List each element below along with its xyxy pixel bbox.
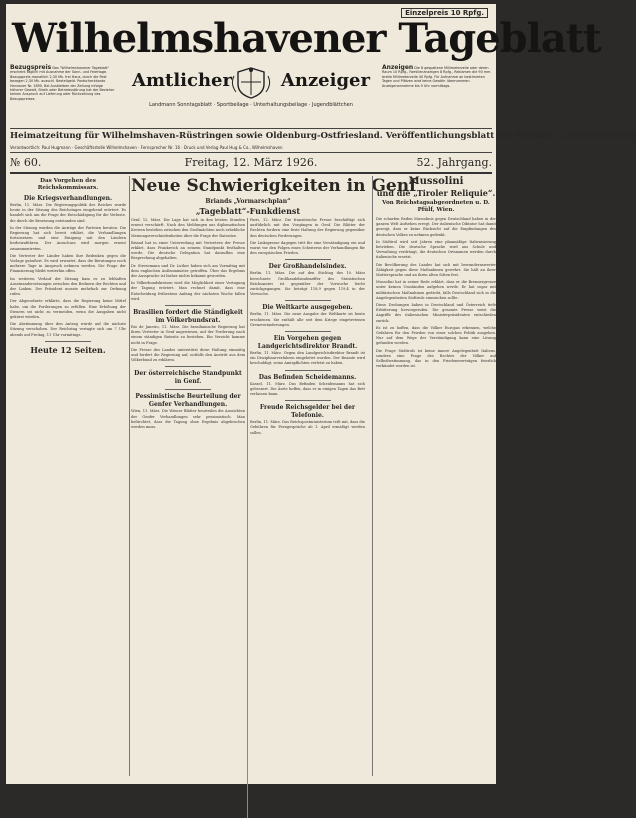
divider [165, 389, 211, 390]
main-kicker: Briands „Vormarschplan“ [205, 198, 291, 205]
paragraph: Die scharfen Reden Mussolinis gegen Deutschland haben in der ganzen Welt Aufsehen erregt. Der italienische Diktator hat damit gezeigt, dass er keine Rücksicht auf die Empfindungen des deutschen Volkes zu nehmen gedenkt. [376, 217, 496, 237]
main-subcolumn-b [250, 218, 365, 818]
subscription-notice-text: Das "Wilhelmshavener Tageblatt" erscheint täglich mit Ausnahme der Sonn- und Feiertage. Bezugspreis monatlich 2,30 Mk. frei Haus, durch die Post bezogen 2,30 Mk. ausschl. Bestellgeld. Postscheckkonto Hannover Nr. 1890. Bei Ausbleiben der Zeitung infolge höherer Gewalt, Streik oder Betriebsstörung hat der Bezieher keinen Anspruch auf Lieferung oder Rückzahlung des Bezugspreises. [10, 66, 115, 101]
article-heading: Brasilien fordert die Ständigkeit im Völkerbundsrat. [133, 309, 243, 325]
paragraph: Die Presse des Landes unterstützt diese Haltung einmütig und fordert die Regierung auf, notfalls den Austritt aus dem Völkerbund zu erklären. [131, 347, 245, 363]
paragraph: Berlin, 11. März. Das Reichspostministerium teilt mit, dass die Gebühren für Ferngespräche ab 1. April ermäßigt werden sollen. [250, 420, 365, 435]
paragraph: Rio de Janeiro, 11. März. Die brasilianische Regierung hat ihren Vertreter in Genf angewiesen, auf der Forderung nach einem ständigen Ratssitz zu bestehen. Ein Verzicht komme nicht in Frage. [131, 325, 245, 345]
headline-strip: Heimatzeitung für Wilhelmshaven-Rüstringen sowie Oldenburg-Ostfriesland. Veröffentlichungsblatt der Marine- u. Zivilbehörden [10, 128, 492, 143]
advertising-notice-text: Die 8 gespaltene Millimeterzeile oder deren Raum 10 Rpfg., Familienanzeigen 8 Rpfg., Reklamen die 90 mm breite Millimeterzeile 40 Rpfg. Für Aufnahme an bestimmten Tagen und Plätzen wird keine Gewähr übernommen. Anzeigenannahme bis 9 Uhr vormittags. [382, 66, 491, 88]
divider [45, 341, 91, 342]
paragraph: Wien, 11. März. Die Wiener Blätter beurteilen die Aussichten der Genfer Verhandlungen sehr pessimistisch. Man befürchtet, dass die Tagung ohne Ergebnis abgebrochen werden muss. [131, 409, 245, 430]
subscription-notice-title: Bezugspreis [10, 64, 52, 71]
article-heading: Pessimistische Beurteilung der Genfer Verhandlungen. [135, 393, 241, 409]
paragraph: Paris, 12. März. Die französische Presse beschäftigt sich ausführlich mit den Vorgängen in Genf. Die Blätter der Rechten fordern eine feste Haltung der Regierung gegenüber den deutschen Forderungen. [250, 218, 365, 238]
advertising-notice-title: Anzeigen [382, 64, 414, 71]
paragraph: Die Vertreter der Länder haben ihre Bedenken gegen die Vorlage geäußert. Es wird erwartet, dass die Beratungen noch mehrere Tage in Anspruch nehmen werden. Die Frage der Finanzierung bleibt weiterhin offen. [10, 253, 126, 274]
paragraph: Der Abgeordnete erklärte, dass die Regierung keine Mittel habe, um die Forderungen zu erfüllen. Eine Erhöhung der Steuern sei nicht zu vermeiden, wenn die Ausgaben nicht gekürzt würden. [10, 299, 126, 320]
divider [165, 305, 211, 306]
paragraph: Berlin, 11. März. Die neue Ausgabe der Weltkarte ist heute erschienen. Sie enthält alle seit dem Kriege eingetretenen Grenzveränderungen. [250, 312, 365, 327]
main-subcolumns [131, 218, 365, 776]
divider [285, 370, 331, 371]
paragraph: Im weiteren Verlauf der Sitzung kam es zu lebhaften Auseinandersetzungen zwischen den Rednern der Rechten und der Linken. Der Präsident musste mehrfach zur Ordnung rufen. [10, 276, 126, 297]
issue-date: Freitag, 12. März 1926. [184, 156, 318, 169]
article-heading: Der österreichische Standpunkt in Genf. [134, 370, 242, 386]
divider [285, 259, 331, 260]
masthead-center [120, 66, 382, 124]
paragraph: Mussolini hat in seiner Rede erklärt, dass er die Brennergrenze unter keinen Umständen aufgeben werde. Er hat sogar mit militärischen Maßnahmen gedroht, falls Deutschland sich in die Angelegenheiten Südtirols einmischen sollte. [376, 280, 496, 300]
paragraph: Die Abstimmung über den Antrag wurde auf die nächste Sitzung verschoben. Der Reichstag vertagte sich um 7 Uhr abends auf Freitag, 11 Uhr vormittags. [10, 322, 126, 337]
paragraph: Berlin, 11. März. Die auf den Stichtag des 10. März berechnete Großhandelsindexziffer des Statistischen Reichsamtes ist gegenüber der Vorwoche leicht zurückgegangen. Sie beträgt 118,9 gegen 119,4 in der Vorwoche. [250, 271, 365, 297]
newspaper-page [6, 4, 636, 784]
masthead-subrow [10, 66, 492, 126]
page-count-note: Heute 12 Seiten. [30, 344, 106, 355]
paragraph: In Völkerbundskreisen wird die Möglichkeit einer Vertagung der Tagung erörtert. Man rechnet damit, dass eine Entscheidung frühestens Anfang der nächsten Woche fallen wird. [131, 281, 245, 301]
dateline [10, 154, 492, 174]
paragraph: Berlin, 11. März. Gegen den Landgerichtsdirektor Brandt ist ein Disziplinarverfahren eingeleitet worden. Der Beamte wird beschuldigt, seine Amtspflichten verletzt zu haben. [250, 351, 365, 366]
paragraph: Berlin, 11. März. Die Regierungspolitik des Reiches wurde heute in der Sitzung des Reichstages eingehend erörtert. Es handelt sich um die Frage der Entschädigung für die Verluste, die durch die Besetzung entstanden sind. [10, 203, 126, 223]
paragraph: Die Bevölkerung des Landes hat sich mit bewundernswerter Zähigkeit gegen diese Maßnahmen gewehrt. Sie hält an ihrer Muttersprache und an ihren alten Sitten fest. [376, 262, 496, 278]
column-right [372, 176, 496, 776]
divider [165, 366, 211, 367]
paragraph: Genf, 12. März. Die Lage hat sich in den letzten Stunden erneut verschärft. Nach den Meldungen aus diplomatischen Kreisen bestehen zwischen den Großmächten noch erhebliche Meinungsverschiedenheiten über die Frage der Ratssitze. [131, 218, 245, 238]
subscription-notice [10, 66, 115, 124]
right-headline: Mussolini [408, 176, 464, 187]
supplements-line: Landmann Sonntagsblatt · Sportbeilage · Unterhaltungsbeilage · Jugendblättchen [149, 102, 353, 108]
article-heading: Ein Vorgehen gegen Landgerichtsdirektor Brandt. [257, 335, 358, 351]
paragraph: In Südtirol wird seit Jahren eine planmäßige Italienisierung betrieben. Die deutsche Sprache wird aus Schule und Verwaltung verdrängt, die deutschen Ortsnamen werden durch italienische ersetzt. [376, 239, 496, 260]
column-left-heading: Das Vorgehen des Reichskommissars. [37, 178, 99, 191]
paragraph: Die Frage Südtirols ist keine innere Angelegenheit Italiens, sondern eine Frage des Rechtes der Völker auf Selbstbestimmung, das in den Friedensverträgen feierlich verkündet worden ist. [376, 348, 496, 369]
masthead-title: Wilhelmshavener Tageblatt [12, 15, 601, 62]
paragraph: Kassel, 11. März. Das Befinden Scheidemanns hat sich gebessert. Die Ärzte hoffen, dass er in einigen Tagen das Bett verlassen kann. [250, 381, 365, 397]
divider [285, 331, 331, 332]
article-heading: Das Befinden Scheidemanns. [258, 373, 357, 381]
main-subhead: „Tageblatt“-Funkdienst [195, 206, 301, 216]
issue-number: № 60. [10, 156, 42, 169]
paragraph: Diese Drohungen haben in Deutschland und Österreich tiefe Erbitterung hervorgerufen. Die gesamte Presse weist die Angriffe des italienischen Ministerpräsidenten entschieden zurück. [376, 303, 496, 323]
article-heading: Die Weltkarte ausgegeben. [262, 304, 353, 312]
staff-strip: Verantwortlich: Paul Hugmann · Geschäftsstelle Wilhelmshaven · Fernsprecher Nr. 16 · Druck und Verlag Paul Hug & Co., Wilhelmshaven [10, 144, 492, 153]
advertising-notice [382, 66, 492, 124]
right-byline: Von Reichstagsabgeordneten u. D. Pfülf, Wien. [382, 200, 490, 213]
article-heading: Der Großhandelsindex. [268, 263, 347, 271]
article-heading: Freude Reichsgelder bei der Telefonie. [259, 404, 356, 420]
column-left [10, 176, 130, 776]
column-main [131, 176, 417, 776]
paragraph: Es ist zu hoffen, dass die Völker Europas erkennen, welche Gefahren für den Frieden von einer solchen Politik ausgehen. Nur auf dem Wege der Verständigung kann eine Lösung gefunden werden. [376, 325, 496, 346]
issue-year: 52. Jahrgang. [416, 156, 492, 169]
divider [285, 400, 331, 401]
divider [285, 300, 331, 301]
column-left-subheading: Die Kriegsverhandlungen. [23, 195, 113, 202]
price-box: Einzelpreis 10 Rpfg. [401, 8, 488, 18]
right-subheadline: und die „Tiroler Reliquie“. [376, 188, 496, 198]
anzeiger-label: Anzeiger [280, 70, 370, 91]
main-subcolumn-a [131, 218, 248, 818]
amtlicher-label: Amtlicher [132, 70, 232, 91]
paragraph: Dr. Stresemann und Dr. Luther haben sich am Vormittag mit dem englischen Außenminister getroffen. Über das Ergebnis der Aussprache ist bisher nichts bekannt geworden. [131, 263, 245, 279]
paragraph: In der Sitzung wurden die Anträge der Parteien beraten. Die Regierung hat sich bereit erklärt, die Verhandlungen fortzusetzen und eine Einigung mit den Ländern herbeizuführen. Der Ausschuss wird morgen erneut zusammentreten. [10, 225, 126, 251]
paragraph: Die Linkspresse dagegen tritt für eine Verständigung ein und warnt vor den Folgen eines Scheiterns der Verhandlungen für den europäischen Frieden. [250, 240, 365, 256]
coat-of-arms-icon [226, 66, 276, 100]
paragraph: Briand hat in einer Unterredung mit Vertretern der Presse erklärt, dass Frankreich an seinem Standpunkt festhalten werde. Die deutsche Delegation hat daraufhin eine Besprechung abgehalten. [131, 240, 245, 261]
main-headline: Neue Schwierigkeiten in Genf [131, 176, 417, 196]
